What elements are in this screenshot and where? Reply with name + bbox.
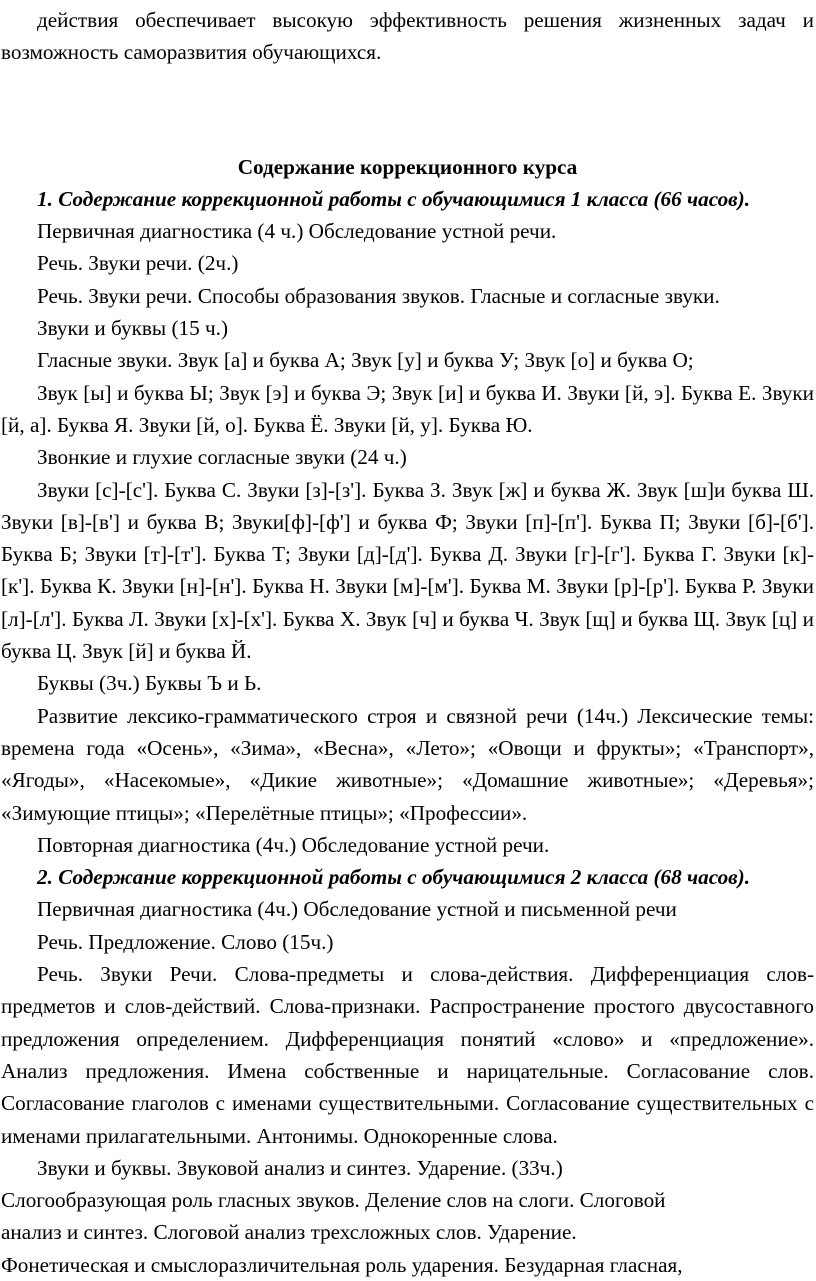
intro-paragraph: действия обеспечивает высокую эффективность решения жизненных задач и возможность саморазвития обучающихся. (1, 8, 814, 65)
text-line: анализ и синтез. Слоговой анализ трехсложных слов. Ударение. (1, 1220, 577, 1245)
paragraph: Первичная диагностика (4ч.) Обследование устной и письменной речи (37, 897, 677, 922)
paragraph: Речь. Звуки речи. (2ч.) (37, 251, 239, 276)
paragraph: Гласные звуки. Звук [а] и буква А; Звук [у] и буква У; Звук [о] и буква О; (37, 348, 694, 373)
paragraph: Развитие лексико-грамматического строя и связной речи (14ч.) Лексические темы: времена года «Осень», «Зима», «Весна», «Лето»; «Овощи и фрукты»; «Транспорт», «Ягоды», «Насекомые», «Дикие животные»; «Домашние животные»; «Деревья»; «Зимующие птицы»; «Перелётные птицы»; «Профессии». (1, 703, 814, 825)
paragraph: Звуки [с]-[с']. Буква С. Звуки [з]-[з']. Буква З. Звук [ж] и буква Ж. Звук [ш]и буква Ш. Звуки [в]-[в'] и буква В; Звуки[ф]-[ф'] и буква Ф; Звуки [п]-[п']. Буква П; Звуки [б]-[б']. Буква Б; Звуки [т]-[т']. Буква Т; Звуки [д]-[д']. Буква Д. Звуки [г]-[г']. Буква Г. Звуки [к]-[к']. Буква К. Звуки [н]-[н']. Буква Н. Звуки [м]-[м']. Буква М. Звуки [р]-[р']. Буква Р. Звуки [л]-[л']. Буква Л. Звуки [х]-[х']. Буква Х. Звук [ч] и буква Ч. Звук [щ] и буква Щ. Звук [ц] и буква Ц. Звук [й] и буква Й. (1, 477, 814, 664)
paragraph: Речь. Звуки Речи. Слова-предметы и слова-действия. Дифференциация слов-предметов и слов-действий. Слова-признаки. Распространение простого двусоставного предложения определением. Дифференциация понятий «слово» и «предложение». Анализ предложения. Имена собственные и нарицательные. Согласование слов. Согласование глаголов с именами существительными. Согласование существительных с именами прилагательными. Антонимы. Однокоренные слова. (1, 962, 814, 1148)
text-line: Фонетическая и смыслоразличительная роль ударения. Безударная гласная, (1, 1252, 683, 1277)
spacer (1, 69, 814, 151)
paragraph: Звуки и буквы. Звуковой анализ и синтез. Ударение. (33ч.) (37, 1155, 563, 1180)
section-1-title: 1. Содержание коррекционной работы с обучающимися 1 класса (66 часов). (37, 186, 750, 211)
paragraph: Буквы (3ч.) Буквы Ъ и Ь. (37, 671, 262, 696)
paragraph: Звонкие и глухие согласные звуки (24 ч.) (37, 445, 407, 470)
paragraph: Речь. Предложение. Слово (15ч.) (37, 929, 334, 954)
section-2-title: 2. Содержание коррекционной работы с обучающимися 2 класса (68 часов). (37, 865, 750, 890)
page-heading: Содержание коррекционного курса (237, 154, 578, 179)
text-line: Слогообразующая роль гласных звуков. Деление слов на слоги. Слоговой (1, 1188, 666, 1213)
paragraph: Звук [ы] и буква Ы; Звук [э] и буква Э; Звук [и] и буква И. Звуки [й, э]. Буква Е. Звуки [й, а]. Буква Я. Звуки [й, о]. Буква Ё. Звуки [й, у]. Буква Ю. (1, 380, 814, 437)
paragraph: Речь. Звуки речи. Способы образования звуков. Гласные и согласные звуки. (37, 283, 720, 308)
paragraph: Первичная диагностика (4 ч.) Обследование устной речи. (37, 219, 557, 244)
paragraph: Звуки и буквы (15 ч.) (37, 316, 228, 341)
paragraph: Повторная диагностика (4ч.) Обследование устной речи. (37, 832, 550, 857)
